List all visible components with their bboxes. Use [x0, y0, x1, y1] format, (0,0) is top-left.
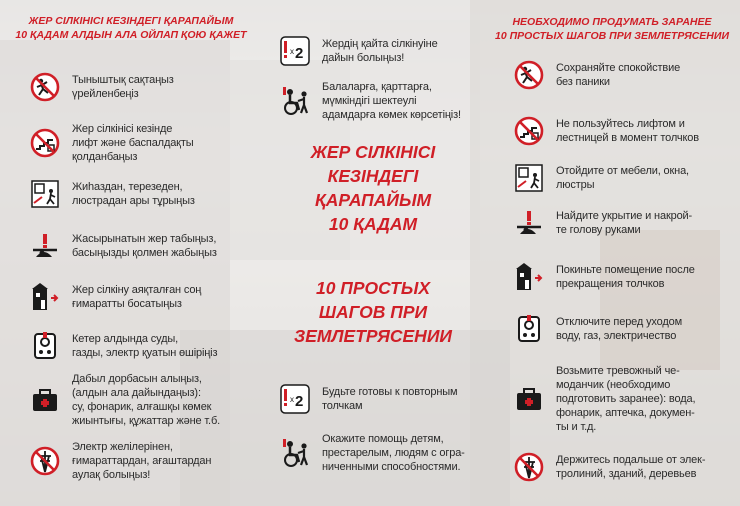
help-disabled-icon — [280, 438, 310, 468]
center-step-10-kz-line-2: мүмкіндігі шектеулі — [322, 95, 417, 107]
center-step-10-ru-line-2: престарелым, людям с огра- — [322, 447, 465, 459]
left-step-7-line-1: Дабыл дорбасын алыңыз, — [72, 373, 202, 385]
left-step-4-line-2: басыңызды қолмен жабыңыз — [72, 247, 217, 259]
center-step-10-kz-line-3: адамдарға көмек көрсетіңіз! — [322, 109, 461, 121]
leave-building-icon — [30, 282, 60, 312]
right-header-line-1: НЕОБХОДИМО ПРОДУМАТЬ ЗАРАНЕЕ — [512, 16, 712, 28]
center-step-9-kz — [280, 36, 438, 66]
left-step-7-line-3: су, фонарик, алғашқы көмек — [72, 401, 212, 413]
right-step-7-line-2: моданчик (необходимо — [556, 379, 671, 391]
left-step-1-line-2: үрейленбеңіз — [72, 88, 139, 100]
title-russian-line-1: 10 ПРОСТЫХ — [315, 278, 431, 298]
left-step-8-line-3: аулақ болыңыз! — [72, 469, 151, 481]
center-step-10-ru — [280, 432, 465, 474]
aftershock-x2-icon — [280, 36, 310, 66]
emergency-bag-icon — [514, 384, 544, 414]
title-russian-line-3: ЗЕМЛЕТРЯСЕНИИ — [294, 326, 452, 346]
help-disabled-icon — [280, 86, 310, 116]
left-step-8-line-2: ғимараттардан, ағаштардан — [72, 455, 212, 467]
right-step-1-line-2: без паники — [556, 76, 610, 88]
left-step-3-line-1: Жиhаздан, терезеден, — [72, 181, 183, 193]
no-elevator-stairs-icon — [30, 128, 60, 158]
center-step-9-ru — [280, 384, 457, 414]
svg-text:x: x — [290, 395, 294, 404]
right-step-8-line-1: Держитесь подальше от элек- — [556, 454, 706, 466]
right-step-4-line-2: те голову руками — [556, 224, 641, 236]
power-lines-icon — [514, 452, 544, 482]
right-step-2-line-1: Не пользуйтесь лифтом и — [556, 118, 685, 130]
left-header — [14, 14, 248, 42]
right-step-7-line-5: ты и т.д. — [556, 421, 597, 433]
title-kazakh-line-3: ҚАРАПАЙЫМ — [314, 190, 432, 210]
right-header — [494, 15, 730, 43]
take-cover-icon — [514, 208, 544, 238]
left-step-1-line-1: Тыныштық сақтаңыз — [72, 74, 174, 86]
left-step-7-line-2: (алдын ала дайындаңыз): — [72, 387, 201, 399]
center-step-10-ru-line-3: ниченными способностями. — [322, 461, 461, 473]
right-step-2-line-2: лестницей в момент толчков — [556, 132, 699, 144]
right-step-7 — [514, 364, 695, 434]
left-step-3-line-2: люстрадан ары тұрыңыз — [72, 195, 195, 207]
left-step-7 — [30, 372, 220, 428]
left-step-8 — [30, 440, 211, 482]
right-step-3-line-2: люстры — [556, 179, 595, 191]
center-step-9-ru-line-2: толчкам — [322, 400, 363, 412]
left-step-7-line-4: жиынтығы, құжаттар және т.б. — [72, 415, 221, 427]
emergency-bag-icon — [30, 385, 60, 415]
left-step-2-line-1: Жер сілкінісі кезінде — [72, 123, 173, 135]
title-russian — [288, 276, 458, 348]
center-step-10-kz — [280, 80, 461, 122]
title-russian-line-2: ШАГОВ ПРИ — [318, 302, 428, 322]
left-header-line-2: 10 ҚАДАМ АЛДЫН АЛА ОЙЛАП ҚОЮ ҚАЖЕТ — [15, 29, 247, 41]
title-kazakh-line-4: 10 ҚАДАМ — [328, 214, 418, 234]
right-step-6-line-1: Отключите перед уходом — [556, 316, 683, 328]
right-step-6 — [514, 314, 682, 344]
left-step-5 — [30, 282, 201, 312]
svg-text:2: 2 — [295, 393, 304, 410]
left-step-4-line-1: Жасырынатын жер табыңыз, — [72, 233, 217, 245]
right-step-7-line-3: подготовить заранее): вода, — [556, 393, 696, 405]
right-step-2 — [514, 116, 699, 146]
title-kazakh — [288, 140, 458, 236]
left-step-1 — [30, 72, 174, 102]
calm-no-panic-icon — [30, 72, 60, 102]
power-lines-icon — [30, 446, 60, 476]
title-kazakh-line-1: ЖЕР СІЛКІНІСІ — [310, 142, 436, 162]
right-step-8-line-2: тролиний, зданий, деревьев — [556, 468, 697, 480]
right-step-6-line-2: воду, газ, электричество — [556, 330, 677, 342]
left-step-5-line-1: Жер сілкіну аяқталған соң — [72, 284, 202, 296]
right-step-5-line-2: прекращения толчков — [556, 278, 665, 290]
right-header-line-2: 10 ПРОСТЫХ ШАГОВ ПРИ ЗЕМЛЕТРЯСЕНИИ — [495, 30, 729, 42]
right-step-3 — [514, 163, 689, 193]
right-step-7-line-4: фонарик, аптечка, докумен- — [556, 407, 695, 419]
left-step-3 — [30, 179, 195, 209]
left-step-6 — [30, 331, 217, 361]
utilities-off-icon — [514, 314, 544, 344]
calm-no-panic-icon — [514, 60, 544, 90]
right-step-4 — [514, 208, 692, 238]
left-step-2-line-2: лифт және баспалдақты — [72, 137, 194, 149]
take-cover-icon — [30, 231, 60, 261]
left-step-5-line-2: ғимаратты босатыңыз — [72, 298, 182, 310]
leave-building-icon — [514, 262, 544, 292]
away-from-windows-icon — [30, 179, 60, 209]
right-step-4-line-1: Найдите укрытие и накрой- — [556, 210, 693, 222]
right-step-1-line-1: Сохраняйте спокойствие — [556, 62, 681, 74]
center-step-10-kz-line-1: Балаларға, қарттарға, — [322, 81, 432, 93]
svg-text:x: x — [290, 47, 294, 56]
center-step-9-ru-line-1: Будьте готовы к повторным — [322, 386, 458, 398]
right-step-7-line-1: Возьмите тревожный че- — [556, 365, 680, 377]
away-from-windows-icon — [514, 163, 544, 193]
center-step-9-kz-line-2: дайын болыңыз! — [322, 52, 405, 64]
left-step-8-line-1: Электр желілерінен, — [72, 441, 173, 453]
no-elevator-stairs-icon — [514, 116, 544, 146]
title-kazakh-line-2: КЕЗІНДЕГІ — [327, 166, 419, 186]
utilities-off-icon — [30, 331, 60, 361]
aftershock-x2-icon — [280, 384, 310, 414]
left-step-4 — [30, 231, 217, 261]
right-step-3-line-1: Отойдите от мебели, окна, — [556, 165, 689, 177]
svg-text:2: 2 — [295, 45, 304, 62]
right-step-5-line-1: Покиньте помещение после — [556, 264, 695, 276]
left-step-6-line-1: Кетер алдында суды, — [72, 333, 179, 345]
center-step-9-kz-line-1: Жердің қайта сілкінуіне — [322, 38, 438, 50]
left-header-line-1: ЖЕР СІЛКІНІСІ КЕЗІНДЕГІ ҚАРАПАЙЫМ — [28, 15, 234, 27]
right-step-1 — [514, 60, 680, 90]
right-step-5 — [514, 262, 695, 292]
left-step-2-line-3: қолданбаңыз — [72, 151, 138, 163]
left-step-6-line-2: газды, электр қуатын өшіріңіз — [72, 347, 218, 359]
right-step-8 — [514, 452, 705, 482]
center-step-10-ru-line-1: Окажите помощь детям, — [322, 433, 444, 445]
left-step-2 — [30, 122, 194, 164]
